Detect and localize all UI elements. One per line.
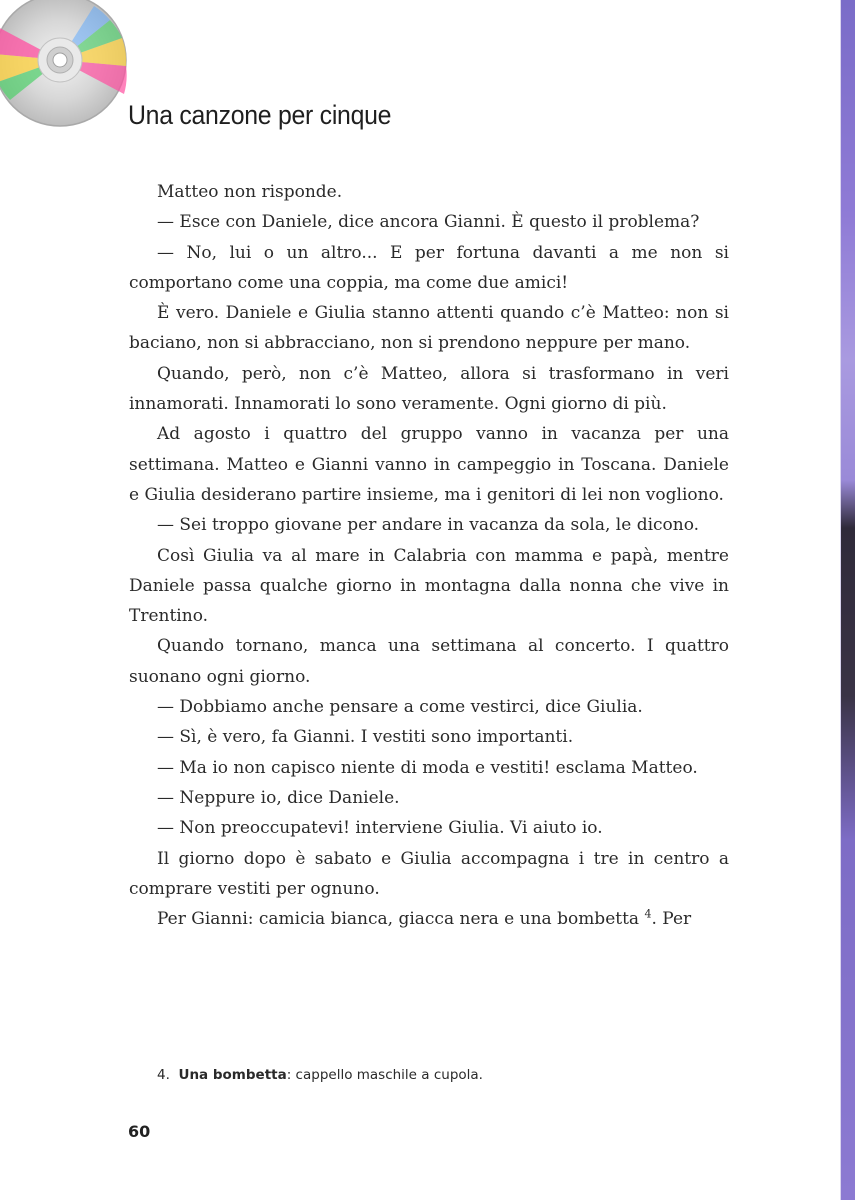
- paragraph: Il giorno dopo è sabato e Giulia accompagna i tre in centro a comprare vestiti per ognuno.: [129, 848, 729, 899]
- paragraph: — Non preoccupatevi! interviene Giulia. Vi aiuto io.: [157, 818, 603, 839]
- body-text: [129, 177, 729, 934]
- paragraph: Quando, però, non c’è Matteo, allora si trasformano in veri innamorati. Innamorati lo sono veramente. Ogni giorno di più.: [129, 363, 729, 415]
- footnote-number: 4.: [157, 1067, 170, 1083]
- paragraph-last: [129, 904, 729, 934]
- paragraph: — Neppure io, dice Daniele.: [157, 787, 400, 808]
- paragraph: — Sì, è vero, fa Gianni. I vestiti sono importanti.: [157, 727, 574, 748]
- chapter-title: Una canzone per cinque: [128, 100, 392, 130]
- cd-disc-icon: [0, 0, 134, 134]
- footnote-term: Una bombetta: [178, 1067, 287, 1083]
- paragraph: — Esce con Daniele, dice ancora Gianni. È questo il problema?: [157, 212, 700, 233]
- paragraph: — Sei troppo giovane per andare in vacanza da sola, le dicono.: [157, 515, 700, 536]
- cover-edge-strip: [841, 0, 855, 1200]
- paragraph-last-text: Per Gianni: camicia bianca, giacca nera e una bombetta: [157, 909, 640, 930]
- footnote-ref: 4: [644, 907, 652, 921]
- paragraph: — Ma io non capisco niente di moda e vestiti! esclama Matteo.: [157, 757, 698, 778]
- paragraph: Così Giulia va al mare in Calabria con mamma e papà, mentre Daniele passa qualche giorno in montagna dalla nonna che vive in Trentino.: [129, 545, 729, 627]
- paragraph: Matteo non risponde.: [157, 182, 343, 202]
- paragraph: — Dobbiamo anche pensare a come vestirci, dice Giulia.: [157, 697, 643, 718]
- paragraph: Ad agosto i quattro del gruppo vanno in vacanza per una settimana. Matteo e Gianni vanno in campeggio in Toscana. Daniele e Giulia desiderano partire insieme, ma i genitori di lei non vogliono.: [129, 424, 729, 505]
- paragraph: Quando tornano, manca una settimana al concerto. I quattro suonano ogni giorno.: [129, 636, 729, 687]
- page-number: 60: [128, 1122, 151, 1141]
- paragraph-last-tail: . Per: [651, 909, 692, 930]
- paragraph: È vero. Daniele e Giulia stanno attenti quando c’è Matteo: non si baciano, non si abbracciano, non si prendono neppure per mano.: [129, 303, 729, 354]
- footnote-definition: : cappello maschile a cupola.: [286, 1067, 483, 1083]
- paragraph: — No, lui o un altro... E per fortuna davanti a me non si comportano come una coppia, ma come due amici!: [129, 242, 729, 293]
- footnote: [157, 1067, 483, 1083]
